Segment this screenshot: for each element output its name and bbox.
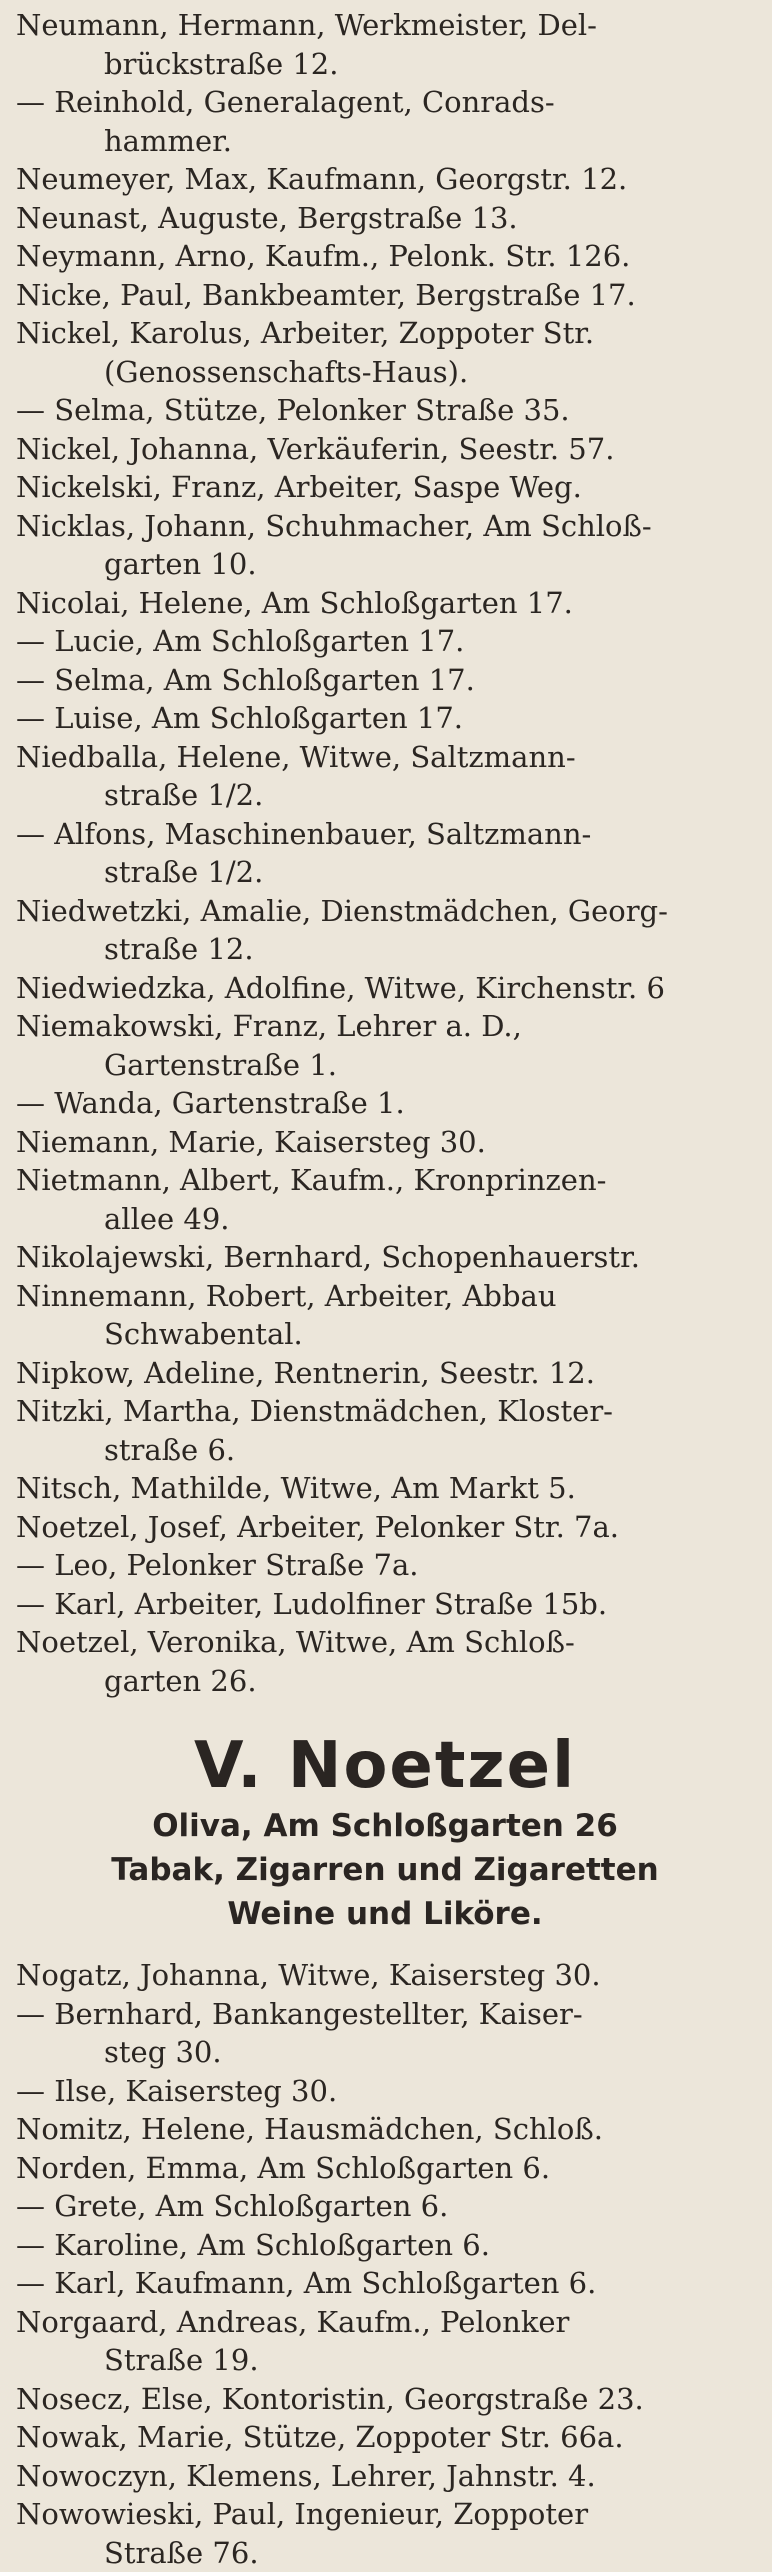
directory-entry — [16, 661, 754, 700]
entry-line: Nitzki, Martha, Dienstmädchen, Kloster- — [16, 1392, 754, 1431]
entry-line: Noetzel, Josef, Arbeiter, Pelonker Str. 7a. — [16, 1508, 754, 1547]
entry-continuation-line: garten 10. — [16, 545, 754, 584]
directory-entry — [16, 237, 754, 276]
directory-entry — [16, 1277, 754, 1354]
directory-entry — [16, 892, 754, 969]
directory-entry — [16, 1161, 754, 1238]
directory-entry — [16, 391, 754, 430]
entry-line: Norgaard, Andreas, Kaufm., Pelonker — [16, 2303, 754, 2342]
directory-entry — [16, 815, 754, 892]
directory-entry — [16, 1392, 754, 1469]
directory-entry — [16, 314, 754, 391]
directory-entry — [16, 2072, 754, 2111]
entry-line: Neumeyer, Max, Kaufmann, Georgstr. 12. — [16, 160, 754, 199]
directory-entry — [16, 738, 754, 815]
directory-entry — [16, 1956, 754, 1995]
ad-products-2: Weine und Liköre. — [16, 1892, 754, 1936]
directory-entry — [16, 1508, 754, 1547]
entry-continuation-line: Straße 76. — [16, 2534, 754, 2572]
entry-line: Nicke, Paul, Bankbeamter, Bergstraße 17. — [16, 276, 754, 315]
directory-entry — [16, 2226, 754, 2265]
entry-continuation-line: straße 1/2. — [16, 853, 754, 892]
directory-entry — [16, 160, 754, 199]
directory-entry — [16, 1585, 754, 1624]
entry-line: Nogatz, Johanna, Witwe, Kaisersteg 30. — [16, 1956, 754, 1995]
entry-line: — Selma, Am Schloßgarten 17. — [16, 661, 754, 700]
entry-line: — Wanda, Gartenstraße 1. — [16, 1084, 754, 1123]
directory-entry — [16, 1238, 754, 1277]
entry-list-after-ad — [16, 1956, 754, 2572]
directory-entry — [16, 2264, 754, 2303]
entry-line: Nowowieski, Paul, Ingenieur, Zoppoter — [16, 2495, 754, 2534]
directory-entry — [16, 1007, 754, 1084]
directory-entry — [16, 199, 754, 238]
entry-continuation-line: allee 49. — [16, 1200, 754, 1239]
directory-entry — [16, 1084, 754, 1123]
directory-entry — [16, 2110, 754, 2149]
entry-line: — Selma, Stütze, Pelonker Straße 35. — [16, 391, 754, 430]
directory-entry — [16, 2303, 754, 2380]
directory-entry — [16, 1469, 754, 1508]
entry-line: — Leo, Pelonker Straße 7a. — [16, 1546, 754, 1585]
entry-line: Nipkow, Adeline, Rentnerin, Seestr. 12. — [16, 1354, 754, 1393]
directory-entry — [16, 276, 754, 315]
entry-line: Noetzel, Veronika, Witwe, Am Schloß- — [16, 1623, 754, 1662]
entry-line: Nomitz, Helene, Hausmädchen, Schloß. — [16, 2110, 754, 2149]
entry-line: — Ilse, Kaisersteg 30. — [16, 2072, 754, 2111]
entry-line: — Grete, Am Schloßgarten 6. — [16, 2187, 754, 2226]
entry-line: — Alfons, Maschinenbauer, Saltzmann- — [16, 815, 754, 854]
entry-line: — Luise, Am Schloßgarten 17. — [16, 699, 754, 738]
entry-line: Nosecz, Else, Kontoristin, Georgstraße 23. — [16, 2380, 754, 2419]
advertisement — [16, 1728, 754, 1936]
entry-line: Niedballa, Helene, Witwe, Saltzmann- — [16, 738, 754, 777]
entry-continuation-line: Gartenstraße 1. — [16, 1046, 754, 1085]
directory-entry — [16, 2418, 754, 2457]
entry-list-before-ad — [16, 6, 754, 1700]
entry-continuation-line: straße 6. — [16, 1431, 754, 1470]
directory-entry — [16, 2149, 754, 2188]
entry-line: Nickel, Karolus, Arbeiter, Zoppoter Str. — [16, 314, 754, 353]
entry-line: Nicklas, Johann, Schuhmacher, Am Schloß- — [16, 507, 754, 546]
ad-products: Tabak, Zigarren und Zigaretten — [16, 1848, 754, 1892]
directory-entry — [16, 2495, 754, 2572]
directory-entry — [16, 1354, 754, 1393]
entry-line: Nitsch, Mathilde, Witwe, Am Markt 5. — [16, 1469, 754, 1508]
entry-line: — Lucie, Am Schloßgarten 17. — [16, 622, 754, 661]
directory-entry — [16, 83, 754, 160]
directory-entry — [16, 1546, 754, 1585]
entry-continuation-line: Straße 19. — [16, 2341, 754, 2380]
ad-address: Oliva, Am Schloßgarten 26 — [16, 1804, 754, 1848]
directory-entry — [16, 430, 754, 469]
directory-entry — [16, 699, 754, 738]
directory-entry — [16, 1123, 754, 1162]
entry-line: — Karl, Kaufmann, Am Schloßgarten 6. — [16, 2264, 754, 2303]
entry-line: — Karl, Arbeiter, Ludolfiner Straße 15b. — [16, 1585, 754, 1624]
entry-continuation-line: straße 12. — [16, 930, 754, 969]
entry-line: Neumann, Hermann, Werkmeister, Del- — [16, 6, 754, 45]
directory-entry — [16, 2380, 754, 2419]
entry-line: Nicolai, Helene, Am Schloßgarten 17. — [16, 584, 754, 623]
directory-entry — [16, 1623, 754, 1700]
entry-line: Nowoczyn, Klemens, Lehrer, Jahnstr. 4. — [16, 2457, 754, 2496]
directory-entry — [16, 622, 754, 661]
entry-line: — Bernhard, Bankangestellter, Kaiser- — [16, 1995, 754, 2034]
entry-continuation-line: brückstraße 12. — [16, 45, 754, 84]
entry-continuation-line: straße 1/2. — [16, 776, 754, 815]
directory-entry — [16, 969, 754, 1008]
entry-line: Neunast, Auguste, Bergstraße 13. — [16, 199, 754, 238]
entry-continuation-line: (Genossenschafts-Haus). — [16, 353, 754, 392]
entry-continuation-line: garten 26. — [16, 1662, 754, 1701]
entry-line: Nickelski, Franz, Arbeiter, Saspe Weg. — [16, 468, 754, 507]
directory-entry — [16, 2457, 754, 2496]
directory-entry — [16, 468, 754, 507]
ad-brand: V. Noetzel — [16, 1728, 754, 1804]
entry-line: Nowak, Marie, Stütze, Zoppoter Str. 66a. — [16, 2418, 754, 2457]
entry-line: Ninnemann, Robert, Arbeiter, Abbau — [16, 1277, 754, 1316]
entry-line: Nikolajewski, Bernhard, Schopenhauerstr. — [16, 1238, 754, 1277]
entry-line: Niemakowski, Franz, Lehrer a. D., — [16, 1007, 754, 1046]
directory-entry — [16, 2187, 754, 2226]
entry-line: Niemann, Marie, Kaisersteg 30. — [16, 1123, 754, 1162]
directory-entry — [16, 1995, 754, 2072]
entry-line: Nietmann, Albert, Kaufm., Kronprinzen- — [16, 1161, 754, 1200]
entry-line: — Reinhold, Generalagent, Conrads- — [16, 83, 754, 122]
directory-entry — [16, 507, 754, 584]
directory-entry — [16, 6, 754, 83]
entry-line: Neymann, Arno, Kaufm., Pelonk. Str. 126. — [16, 237, 754, 276]
entry-continuation-line: hammer. — [16, 122, 754, 161]
entry-line: Norden, Emma, Am Schloßgarten 6. — [16, 2149, 754, 2188]
entry-line: Nickel, Johanna, Verkäuferin, Seestr. 57. — [16, 430, 754, 469]
entry-continuation-line: Schwabental. — [16, 1315, 754, 1354]
entry-line: — Karoline, Am Schloßgarten 6. — [16, 2226, 754, 2265]
directory-entry — [16, 584, 754, 623]
entry-line: Niedwiedzka, Adolfine, Witwe, Kirchenstr. 6 — [16, 969, 754, 1008]
entry-continuation-line: steg 30. — [16, 2033, 754, 2072]
entry-line: Niedwetzki, Amalie, Dienstmädchen, Georg- — [16, 892, 754, 931]
